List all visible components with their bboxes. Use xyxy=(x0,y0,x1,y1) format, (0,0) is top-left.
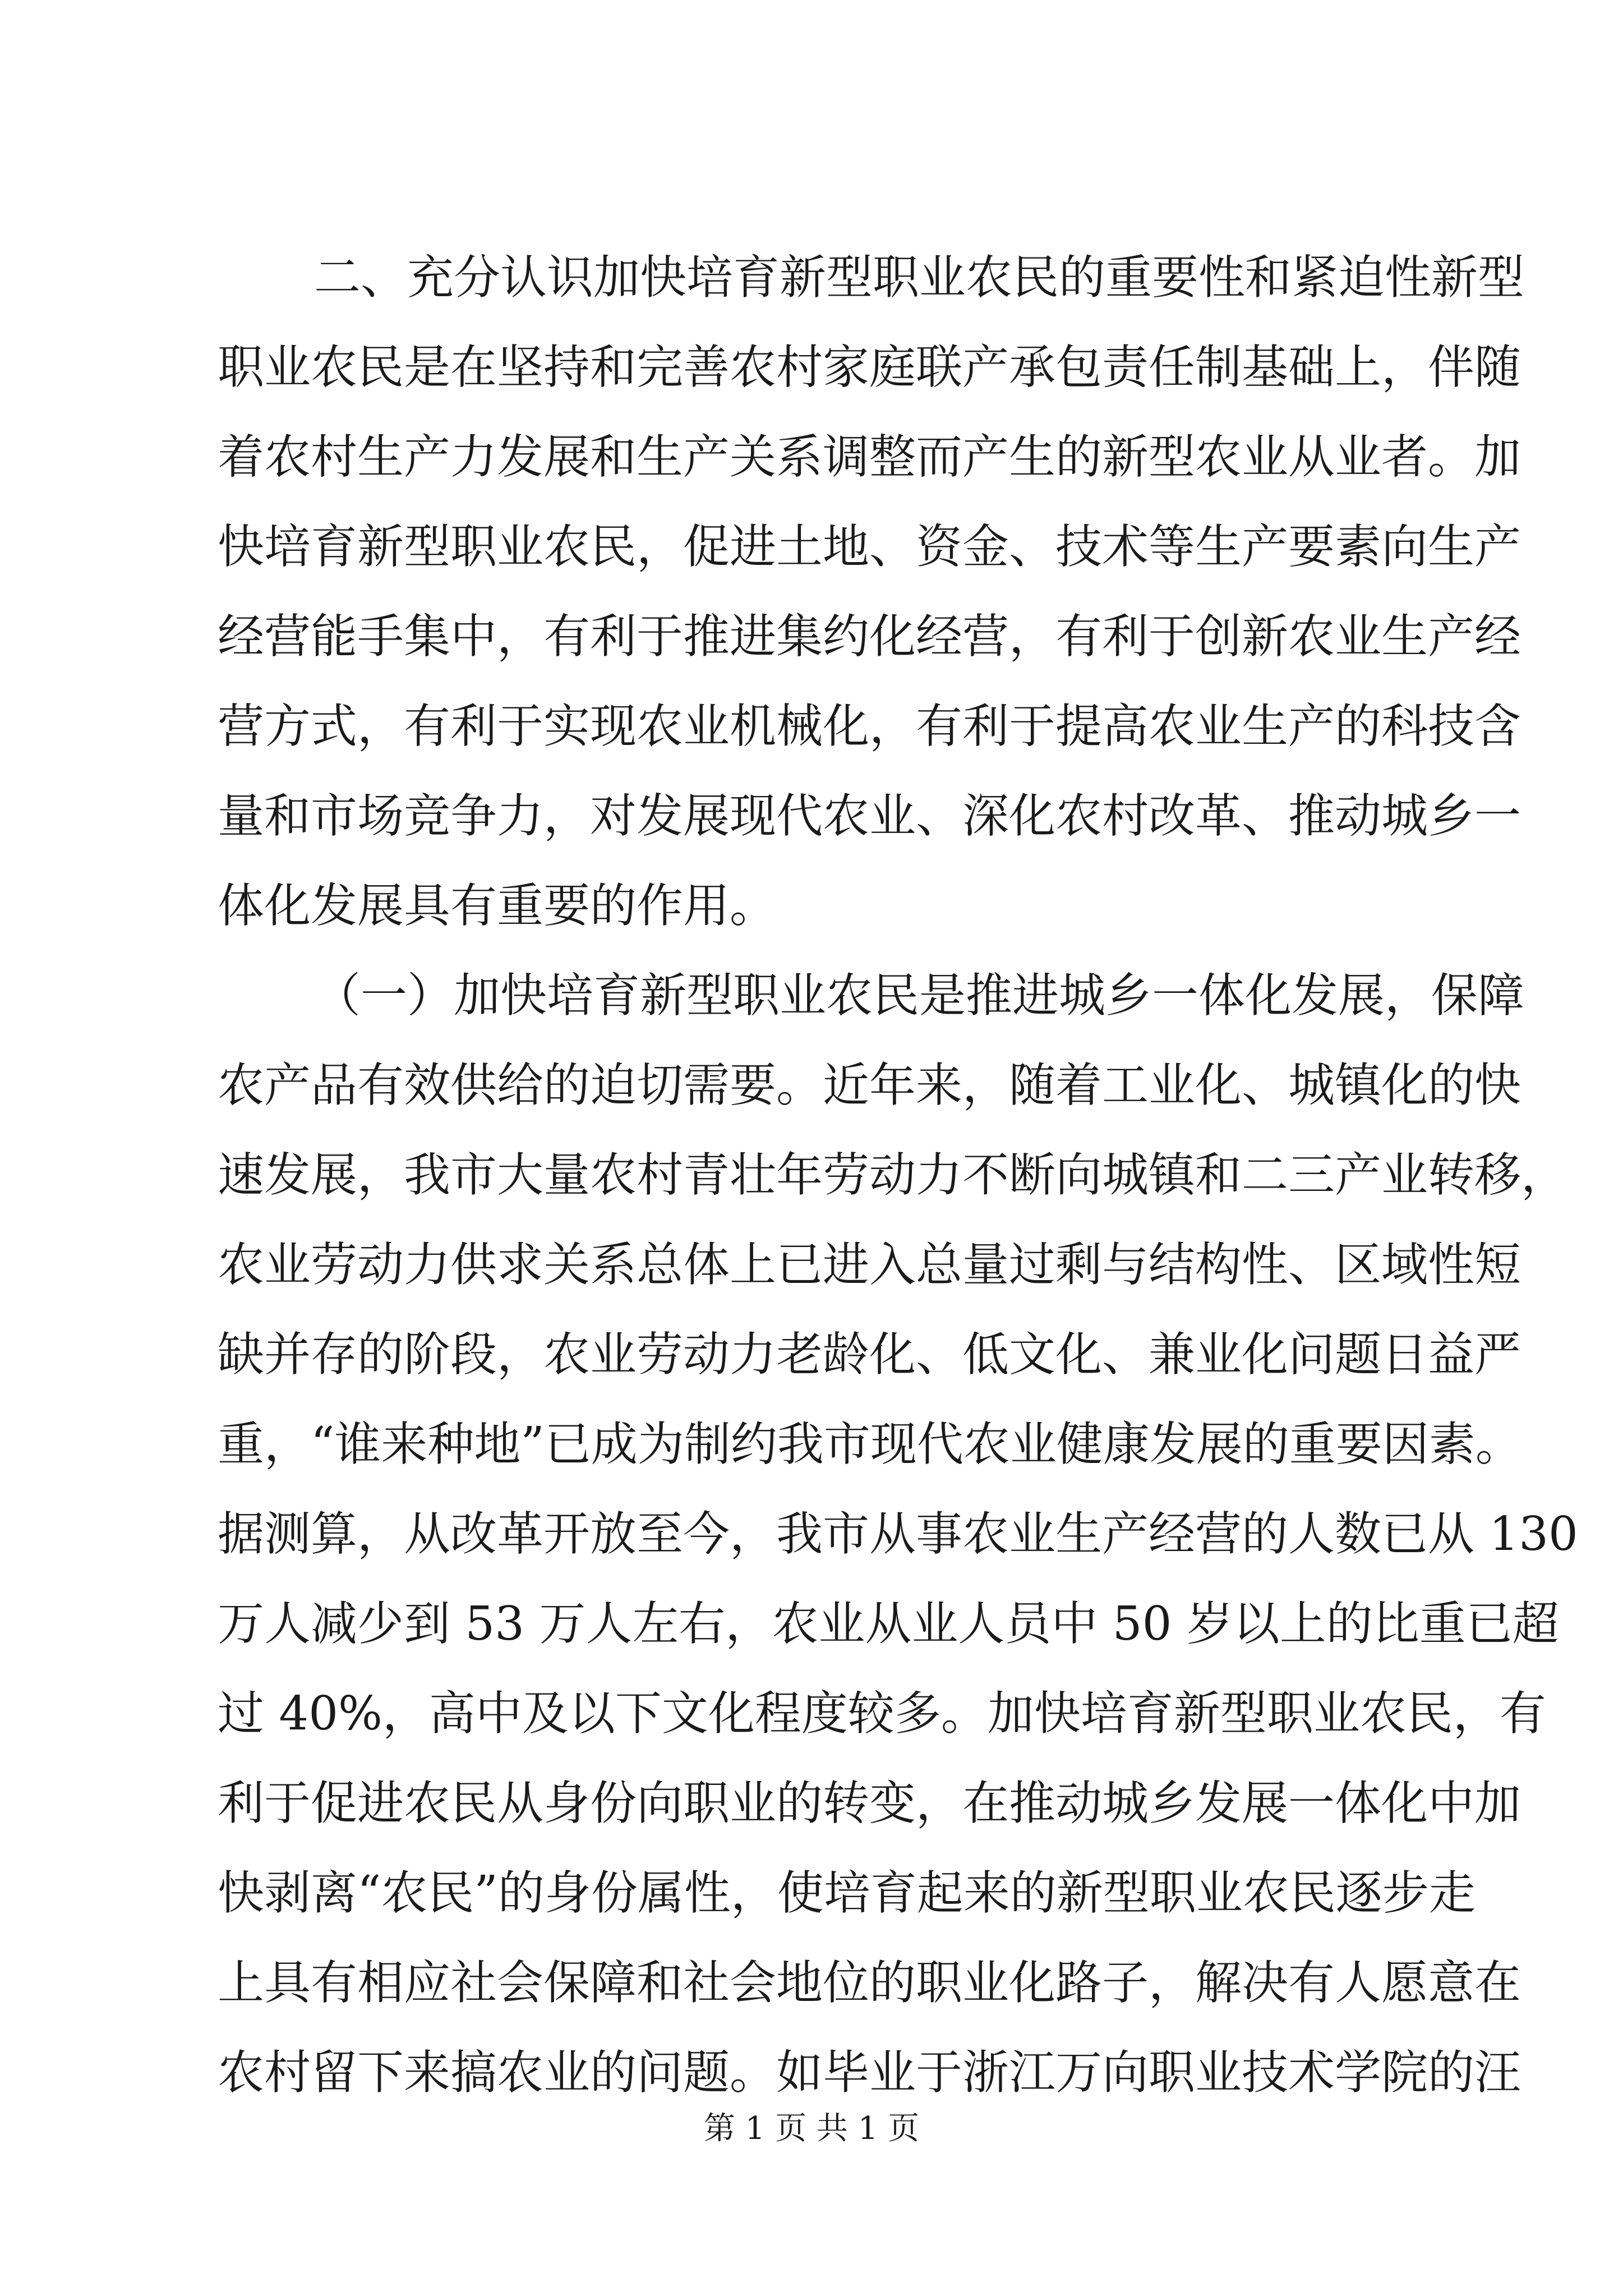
page-number-label: 第 1 页 共 1 页 xyxy=(703,2110,920,2147)
paragraph-line: 缺并存的阶段，农业劳动力老龄化、低文化、兼业化问题日益严 xyxy=(218,1327,1521,1382)
paragraph-line: 二、充分认识加快培育新型职业农民的重要性和紧迫性新型 xyxy=(314,250,1524,305)
paragraph-line: 营方式，有利于实现农业机械化，有利于提高农业生产的科技含 xyxy=(218,699,1521,753)
paragraph-line: 职业农民是在坚持和完善农村家庭联产承包责任制基础上，伴随 xyxy=(218,340,1521,394)
paragraph-line: 上具有相应社会保障和社会地位的职业化路子，解决有人愿意在 xyxy=(218,1955,1521,2010)
paragraph-line: 快剥离“农民”的身份属性，使培育起来的新型职业农民逐步走 xyxy=(218,1866,1476,1920)
paragraph-line: 重，“谁来种地”已成为制约我市现代农业健康发展的重要因素。 xyxy=(218,1417,1522,1471)
paragraph-line: 着农村生产力发展和生产关系调整而产生的新型农业从业者。加 xyxy=(218,430,1521,484)
paragraph-line: 农产品有效供给的迫切需要。近年来，随着工业化、城镇化的快 xyxy=(218,1058,1521,1112)
paragraph-line: 经营能手集中，有利于推进集约化经营，有利于创新农业生产经 xyxy=(218,609,1521,664)
paragraph-line: （一）加快培育新型职业农民是推进城乡一体化发展，保障 xyxy=(314,968,1524,1023)
paragraph-line: 农村留下来搞农业的问题。如毕业于浙江万向职业技术学院的汪 xyxy=(218,2045,1521,2100)
paragraph-line: 快培育新型职业农民，促进土地、资金、技术等生产要素向生产 xyxy=(218,519,1521,574)
paragraph-line: 速发展，我市大量农村青壮年劳动力不断向城镇和二三产业转移， xyxy=(218,1148,1567,1202)
paragraph-line: 利于促进农民从身份向职业的转变，在推动城乡发展一体化中加 xyxy=(218,1776,1521,1830)
paragraph-line: 体化发展具有重要的作用。 xyxy=(218,878,776,933)
paragraph-line: 万人减少到 53 万人左右，农业从业人员中 50 岁以上的比重已超 xyxy=(218,1596,1559,1651)
paragraph-line: 据测算，从改革开放至今，我市从事农业生产经营的人数已从 130 xyxy=(218,1507,1578,1561)
page-footer xyxy=(0,2106,1623,2151)
paragraph-line: 过 40%，高中及以下文化程度较多。加快培育新型职业农民，有 xyxy=(218,1686,1546,1741)
paragraph-line: 农业劳动力供求关系总体上已进入总量过剩与结构性、区域性短 xyxy=(218,1237,1521,1292)
paragraph-line: 量和市场竞争力，对发展现代农业、深化农村改革、推动城乡一 xyxy=(218,789,1521,843)
